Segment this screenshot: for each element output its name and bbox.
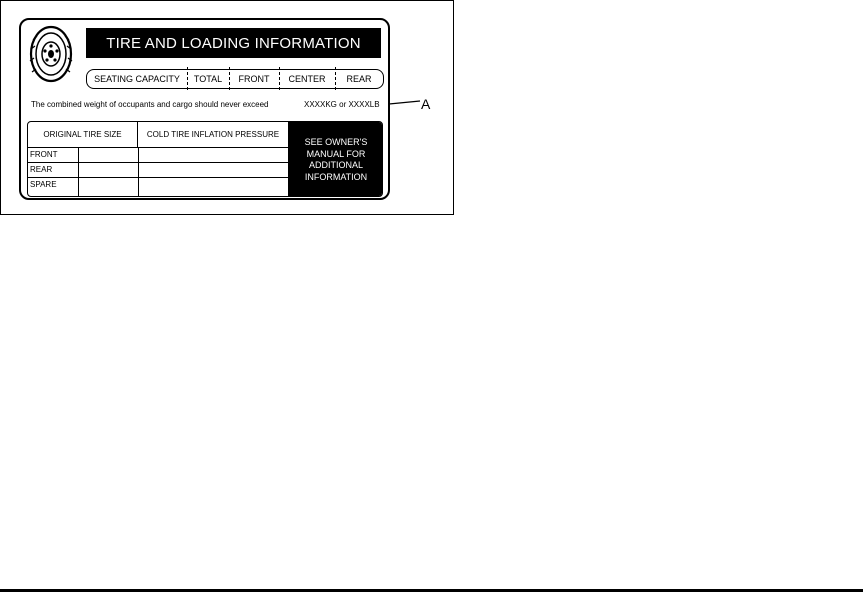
note-line: ADDITIONAL xyxy=(308,160,363,170)
seating-front-cell: FRONT xyxy=(238,74,270,84)
seating-rear-cell: REAR xyxy=(346,74,372,84)
seating-total-cell: TOTAL xyxy=(193,74,223,84)
see-owners-manual-box xyxy=(288,122,383,197)
label-title: TIRE AND LOADING INFORMATION xyxy=(86,28,381,58)
row-label-rear: REAR xyxy=(30,165,53,174)
seating-center-cell: CENTER xyxy=(288,74,326,84)
callout-leader-line xyxy=(389,98,421,108)
table-divider xyxy=(78,163,79,177)
combined-weight-text: The combined weight of occupants and cargo should never exceed xyxy=(31,100,269,109)
seating-capacity-row xyxy=(86,69,384,89)
table-divider xyxy=(138,148,139,162)
tire-icon xyxy=(29,24,77,84)
note-line: MANUAL FOR xyxy=(306,148,366,159)
table-row xyxy=(28,177,288,197)
table-divider xyxy=(78,148,79,162)
table-divider xyxy=(138,163,139,177)
figure-frame xyxy=(0,0,454,215)
tire-loading-label xyxy=(19,18,390,200)
tire-size-table xyxy=(27,121,383,197)
table-divider xyxy=(138,178,139,197)
seating-capacity-cell: SEATING CAPACITY xyxy=(94,74,180,84)
table-divider xyxy=(78,178,79,197)
bottom-rule xyxy=(0,589,863,592)
row-label-front: FRONT xyxy=(30,150,58,159)
callout-letter: A xyxy=(421,96,431,112)
weight-value: XXXXKG or XXXXLB xyxy=(304,100,380,109)
row-label-spare: SPARE xyxy=(30,180,57,189)
note-line: SEE OWNER'S xyxy=(304,137,368,147)
cold-tire-pressure-header: COLD TIRE INFLATION PRESSURE xyxy=(146,130,280,139)
original-tire-size-header: ORIGINAL TIRE SIZE xyxy=(28,122,138,147)
note-line: INFORMATION xyxy=(304,171,368,182)
table-row xyxy=(28,162,288,177)
table-row xyxy=(28,147,288,162)
